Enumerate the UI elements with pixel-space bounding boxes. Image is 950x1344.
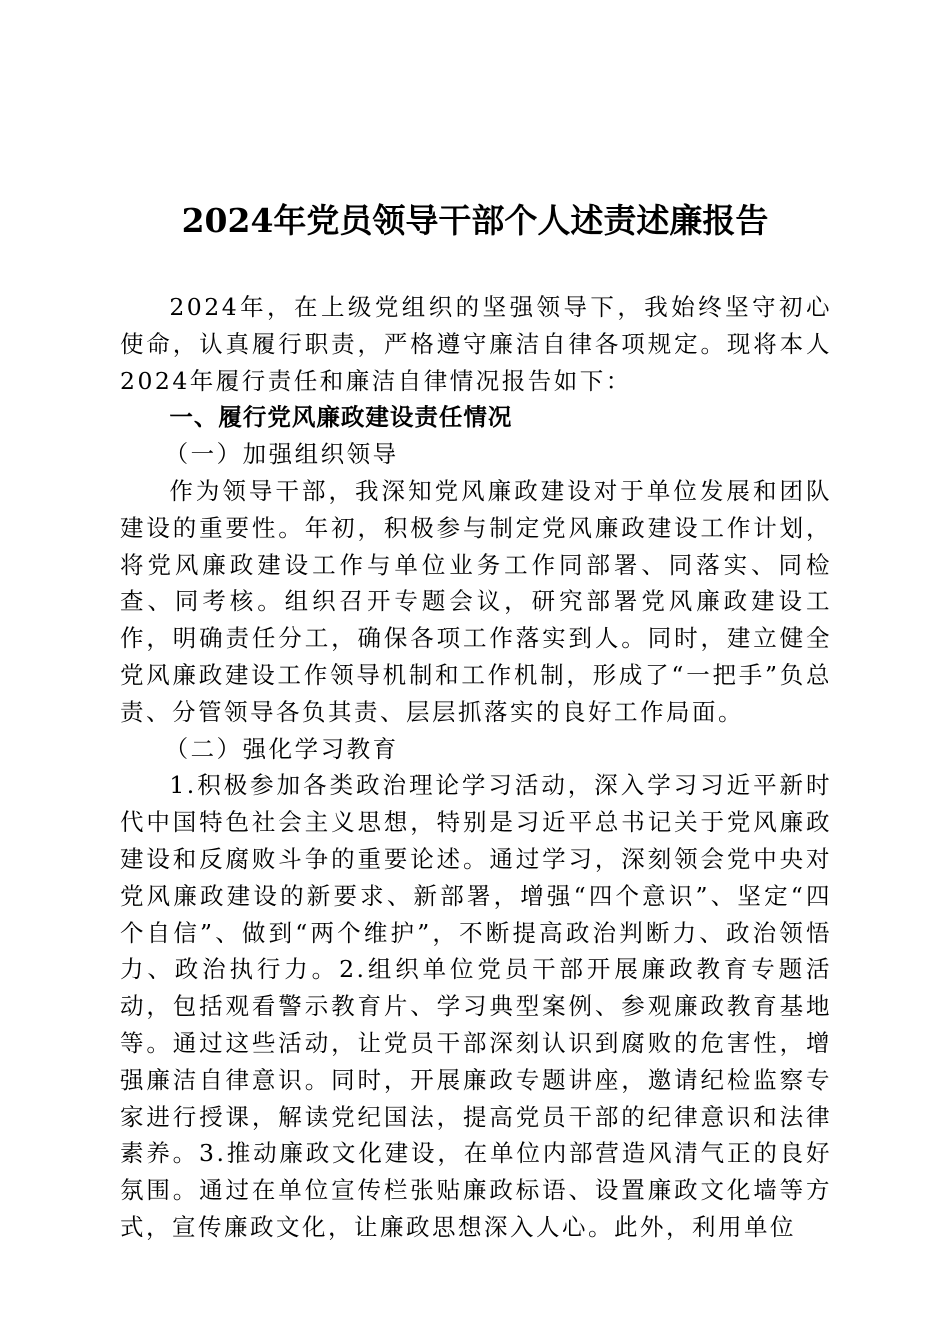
body-paragraph: 1.积极参加各类政治理论学习活动，深入学习习近平新时代中国特色社会主义思想，特别是习近平总书记关于党风廉政建设和反腐败斗争的重要论述。通过学习，深刻领会党中央对党风廉政建设的新要求、新部署，增强“四个意识”、坚定“四个自信”、做到“两个维护”，不断提高政治判断力、政治领悟力、政治执行力。2.组织单位党员干部开展廉政教育专题活动，包括观看警示教育片、学习典型案例、参观廉政教育基地等。通过这些活动，让党员干部深刻认识到腐败的危害性，增强廉洁自律意识。同时，开展廉政专题讲座，邀请纪检监察专家进行授课，解读党纪国法，提高党员干部的纪律意识和法律素养。3.推动廉政文化建设，在单位内部营造风清气正的良好氛围。通过在单位宣传栏张贴廉政标语、设置廉政文化墙等方式，宣传廉政文化，让廉政思想深入人心。此外，利用单位 [120, 771, 832, 1241]
section-heading: 一、履行党风廉政建设责任情况 [169, 403, 513, 432]
document-title: 2024年党员领导干部个人述责述廉报告 [181, 201, 769, 240]
document-body [120, 289, 832, 1246]
body-paragraph: 作为领导干部，我深知党风廉政建设对于单位发展和团队建设的重要性。年初，积极参与制定党风廉政建设工作计划，将党风廉政建设工作与单位业务工作同部署、同落实、同检查、同考核。组织召开专题会议，研究部署党风廉政建设工作，明确责任分工，确保各项工作落实到人。同时，建立健全党风廉政建设工作领导机制和工作机制，形成了“一把手”负总责、分管领导各负其责、层层抓落实的良好工作局面。 [120, 476, 832, 726]
subsection-heading: （二）强化学习教育 [164, 734, 399, 763]
subsection-heading: （一）加强组织领导 [164, 440, 399, 469]
intro-paragraph: 2024年，在上级党组织的坚强领导下，我始终坚守初心使命，认真履行职责，严格遵守廉洁自律各项规定。现将本人2024年履行责任和廉洁自律情况报告如下： [120, 293, 832, 395]
